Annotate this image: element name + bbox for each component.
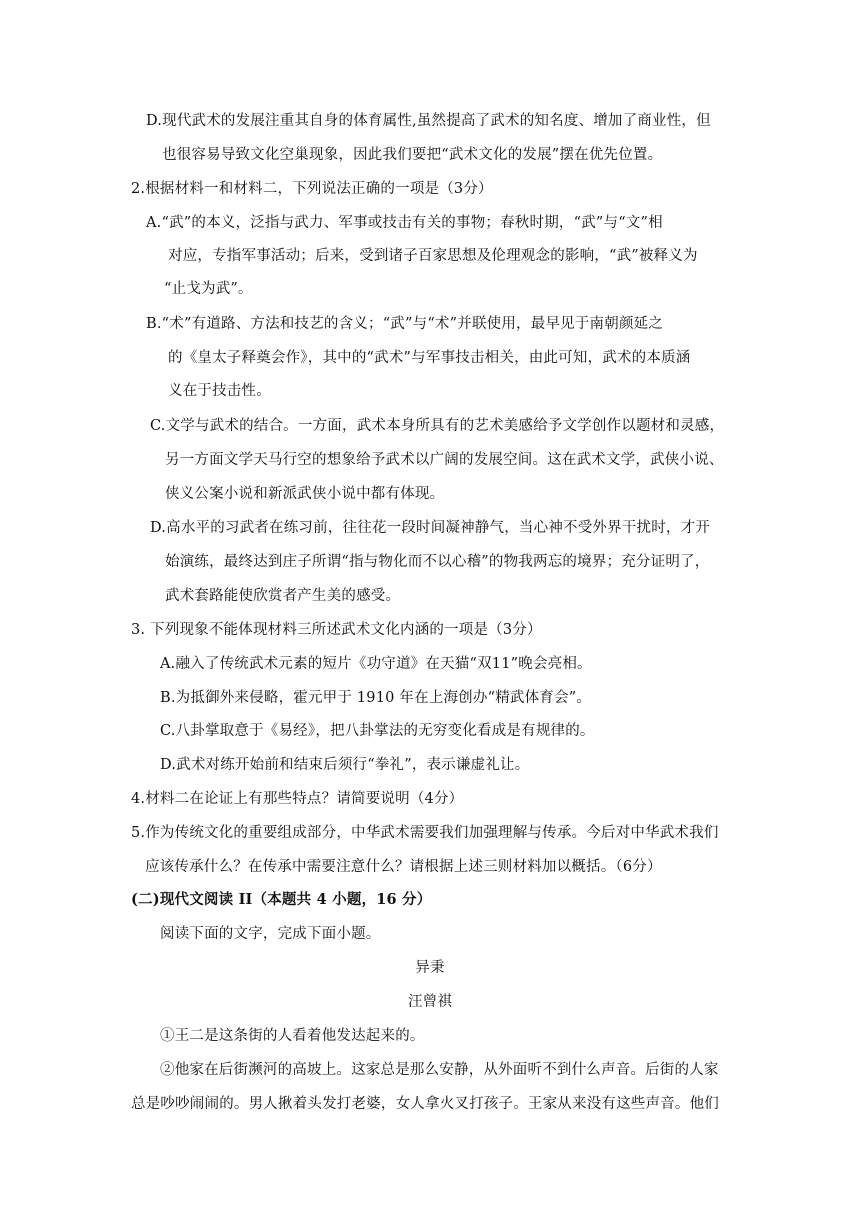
q2-option-c-line1: C.文学与武术的结合。一方面，武术本身所具有的艺术美感给予文学创作以题材和灵感，: [150, 418, 725, 434]
q2-stem: 2.根据材料一和材料二，下列说法正确的一项是（3分）: [131, 181, 493, 197]
q2-option-c-line2: 另一方面文学天马行空的想象给予武术以广阔的发展空间。这在武术文学，武侠小说、: [165, 452, 724, 468]
q5-line2: 应该传承什么？在传承中需要注意什么？请根据上述三则材料加以概括。（6分）: [145, 859, 662, 875]
q2-option-a-line3: “止戈为武”。: [164, 281, 253, 297]
q2-option-b-line3: 义在于技击性。: [168, 383, 271, 399]
q2-option-d-line2: 始演练，最终达到庄子所谓“指与物化而不以心稽”的物我两忘的境界；充分证明了，: [165, 554, 710, 570]
q3-option-c: C.八卦掌取意于《易经》，把八卦掌法的无穷变化看成是有规律的。: [160, 723, 595, 739]
q3-option-a: A.融入了传统武术元素的短片《功守道》在天猫“双11”晚会亮相。: [160, 656, 592, 672]
q2-option-b-line1: B.“术”有道路、方法和技艺的含义；“武”与“术”并联使用，最早见于南朝颜延之: [146, 316, 664, 332]
q1-option-d-line1: D.现代武术的发展注重其自身的体育属性,虽然提高了武术的知名度、增加了商业性，但: [146, 113, 711, 129]
q1-option-d-line2: 也很容易导致文化空巢现象，因此我们要把“武术文化的发展”摆在优先位置。: [162, 147, 663, 163]
story-paragraph-1: ①王二是这条街的人看着他发达起来的。: [160, 1028, 425, 1044]
q5-line1: 5.作为传统文化的重要组成部分，中华武术需要我们加强理解与传承。今后对中华武术我们: [131, 825, 719, 841]
q3-option-b: B.为抵御外来侵略，霍元甲于 1910 年在上海创办“精武体育会”。: [160, 690, 592, 706]
q3-stem: 3. 下列现象不能体现材料三所述武术文化内涵的一项是（3分）: [131, 622, 542, 638]
q4-stem: 4.材料二在论证上有那些特点？请简要说明（4分）: [131, 791, 464, 807]
q2-option-d-line1: D.高水平的习武者在练习前，往往花一段时间凝神静气，当心神不受外界干扰时，才开: [150, 520, 711, 536]
q2-option-c-line3: 侠义公案小说和新派武侠小说中都有体现。: [165, 486, 445, 502]
section2-heading: (二)现代文阅读 II（本题共 4 小题，16 分）: [131, 891, 432, 908]
story-paragraph-2-line1: ②他家在后街濒河的高坡上。这家总是那么安静，从外面听不到什么声音。后街的人家: [160, 1062, 719, 1078]
q2-option-b-line2: 的《皇太子释奠会作》，其中的“武术”与军事技击相关，由此可知，武术的本质涵: [168, 350, 691, 366]
section2-instruction: 阅读下面的文字，完成下面小题。: [160, 926, 381, 942]
story-author: 汪曾祺: [407, 994, 453, 1010]
story-title: 异秉: [415, 960, 445, 976]
q2-option-d-line3: 武术套路能使欣赏者产生美的感受。: [165, 588, 401, 604]
q3-option-d: D.武术对练开始前和结束后须行“拳礼”，表示谦虚礼让。: [160, 757, 530, 773]
story-paragraph-2-line2: 总是吵吵闹闹的。男人揪着头发打老婆，女人拿火叉打孩子。王家从来没有这些声音。他们: [131, 1096, 719, 1112]
q2-option-a-line2: 对应，专指军事活动；后来，受到诸子百家思想及伦理观念的影响，“武”被释义为: [168, 248, 698, 264]
q2-option-a-line1: A.“武”的本义，泛指与武力、军事或技击有关的事物；春秋时期，“武”与“文”相: [146, 215, 663, 231]
